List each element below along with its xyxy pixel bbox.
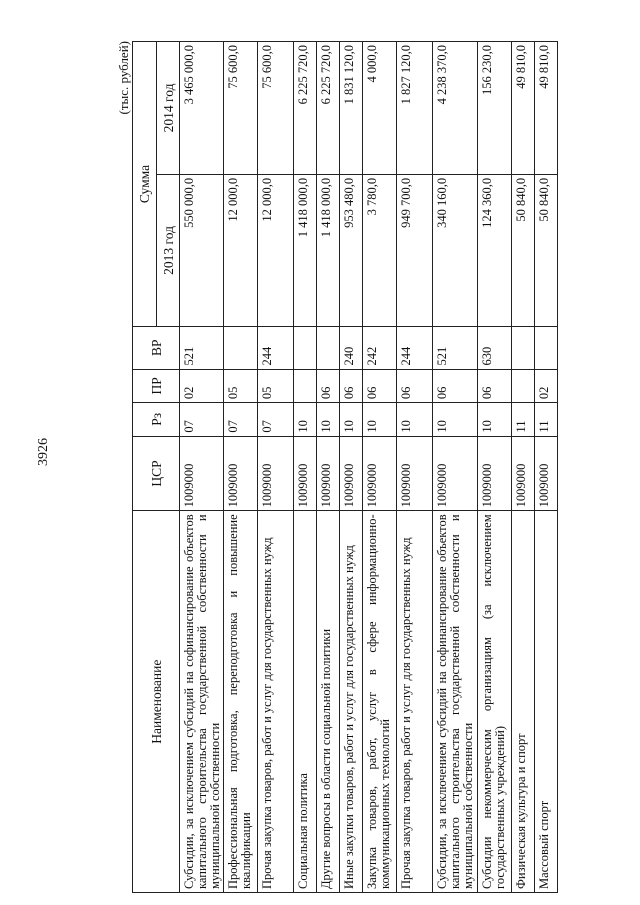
row-name: Закупка товаров, работ, услуг в сфере информационно-коммуникационных технологий xyxy=(363,511,397,893)
row-pr: 06 xyxy=(340,369,363,403)
row-csr: 1009000 xyxy=(397,436,433,511)
units-note: (тыс. рублей) xyxy=(116,41,131,115)
row-amount-2014: 156 230,0 xyxy=(478,42,512,175)
table-row xyxy=(180,42,224,893)
row-pr: 02 xyxy=(535,369,558,403)
row-amount-2014: 6 225 720,0 xyxy=(294,42,317,175)
row-rz: 10 xyxy=(397,403,433,437)
row-amount-2013: 1 418 000,0 xyxy=(294,174,317,326)
row-csr: 1009000 xyxy=(512,436,535,511)
row-pr: 02 xyxy=(180,369,224,403)
row-name: Прочая закупка товаров, работ и услуг для государственных нужд xyxy=(397,511,433,893)
row-vr: 244 xyxy=(397,327,433,370)
row-pr: 06 xyxy=(397,369,433,403)
row-name: Профессиональная подготовка, переподготовка и повышение квалификации xyxy=(224,511,258,893)
row-amount-2013: 12 000,0 xyxy=(224,174,258,326)
row-amount-2014: 75 600,0 xyxy=(224,42,258,175)
row-rz: 07 xyxy=(224,403,258,437)
row-amount-2013: 124 360,0 xyxy=(478,174,512,326)
row-rz: 07 xyxy=(180,403,224,437)
row-amount-2014: 4 000,0 xyxy=(363,42,397,175)
row-name: Прочая закупка товаров, работ и услуг для государственных нужд xyxy=(258,511,294,893)
row-rz: 07 xyxy=(258,403,294,437)
page-number xyxy=(30,437,58,467)
table-row xyxy=(535,42,558,893)
row-pr: 06 xyxy=(363,369,397,403)
table-row xyxy=(433,42,478,893)
row-name: Другие вопросы в области социальной политики xyxy=(317,511,340,893)
header-name: Наименование xyxy=(133,511,180,893)
row-pr: 06 xyxy=(317,369,340,403)
row-amount-2014: 1 827 120,0 xyxy=(397,42,433,175)
table-row xyxy=(363,42,397,893)
row-name: Социальная политика xyxy=(294,511,317,893)
row-amount-2014: 49 810,0 xyxy=(535,42,558,175)
row-pr xyxy=(294,369,317,403)
row-csr: 1009000 xyxy=(433,436,478,511)
row-name: Физическая культура и спорт xyxy=(512,511,535,893)
table-row xyxy=(512,42,535,893)
row-rz: 10 xyxy=(433,403,478,437)
row-vr xyxy=(535,327,558,370)
row-name: Субсидии, за исключением субсидий на софинансирование объектов капитального строительства государственной собственности и муниципальной собственности xyxy=(433,511,478,893)
row-csr: 1009000 xyxy=(317,436,340,511)
row-rz: 10 xyxy=(294,403,317,437)
row-amount-2013: 50 840,0 xyxy=(512,174,535,326)
row-amount-2013: 953 480,0 xyxy=(340,174,363,326)
row-rz: 10 xyxy=(317,403,340,437)
row-name: Иные закупки товаров, работ и услуг для государственных нужд xyxy=(340,511,363,893)
header-year-2014: 2014 год xyxy=(157,42,180,175)
table-row xyxy=(317,42,340,893)
row-amount-2013: 3 780,0 xyxy=(363,174,397,326)
table-row xyxy=(397,42,433,893)
row-amount-2014: 1 831 120,0 xyxy=(340,42,363,175)
page-number-text: 3926 xyxy=(36,438,51,466)
row-amount-2013: 50 840,0 xyxy=(535,174,558,326)
row-amount-2013: 12 000,0 xyxy=(258,174,294,326)
table-row xyxy=(294,42,317,893)
row-pr: 05 xyxy=(258,369,294,403)
row-amount-2013: 340 160,0 xyxy=(433,174,478,326)
row-amount-2014: 49 810,0 xyxy=(512,42,535,175)
budget-table-region xyxy=(117,41,555,893)
row-pr: 06 xyxy=(433,369,478,403)
row-rz: 11 xyxy=(535,403,558,437)
row-rz: 10 xyxy=(340,403,363,437)
table-body xyxy=(180,42,558,893)
row-pr: 05 xyxy=(224,369,258,403)
row-rz: 10 xyxy=(363,403,397,437)
row-rz: 11 xyxy=(512,403,535,437)
row-csr: 1009000 xyxy=(535,436,558,511)
row-vr: 630 xyxy=(478,327,512,370)
row-amount-2014: 3 465 000,0 xyxy=(180,42,224,175)
row-vr: 240 xyxy=(340,327,363,370)
header-year-2013: 2013 год xyxy=(157,174,180,326)
row-amount-2014: 6 225 720,0 xyxy=(317,42,340,175)
row-vr xyxy=(317,327,340,370)
row-name: Субсидии, за исключением субсидий на софинансирование объектов капитального строительства государственной собственности и муниципальной собственности xyxy=(180,511,224,893)
row-pr xyxy=(512,369,535,403)
row-vr: 521 xyxy=(180,327,224,370)
header-vr: ВР xyxy=(133,327,180,370)
table-row xyxy=(258,42,294,893)
row-csr: 1009000 xyxy=(294,436,317,511)
row-amount-2013: 1 418 000,0 xyxy=(317,174,340,326)
row-amount-2013: 550 000,0 xyxy=(180,174,224,326)
budget-table xyxy=(132,41,558,893)
header-sum: Сумма xyxy=(133,42,157,327)
table-row xyxy=(340,42,363,893)
row-amount-2014: 4 238 370,0 xyxy=(433,42,478,175)
row-rz: 10 xyxy=(478,403,512,437)
row-pr: 06 xyxy=(478,369,512,403)
row-vr xyxy=(224,327,258,370)
row-amount-2013: 949 700,0 xyxy=(397,174,433,326)
header-csr: ЦСР xyxy=(133,436,180,511)
row-csr: 1009000 xyxy=(478,436,512,511)
table-row xyxy=(478,42,512,893)
table-row xyxy=(224,42,258,893)
row-vr: 242 xyxy=(363,327,397,370)
header-rz: Рз xyxy=(133,403,180,437)
row-csr: 1009000 xyxy=(224,436,258,511)
row-amount-2014: 75 600,0 xyxy=(258,42,294,175)
row-csr: 1009000 xyxy=(180,436,224,511)
row-csr: 1009000 xyxy=(363,436,397,511)
row-csr: 1009000 xyxy=(340,436,363,511)
header-pr: ПР xyxy=(133,369,180,403)
row-name: Субсидии некоммерческим организациям (за исключением государственных учреждений) xyxy=(478,511,512,893)
row-vr: 521 xyxy=(433,327,478,370)
row-vr: 244 xyxy=(258,327,294,370)
row-name: Массовый спорт xyxy=(535,511,558,893)
row-vr xyxy=(512,327,535,370)
row-csr: 1009000 xyxy=(258,436,294,511)
row-vr xyxy=(294,327,317,370)
